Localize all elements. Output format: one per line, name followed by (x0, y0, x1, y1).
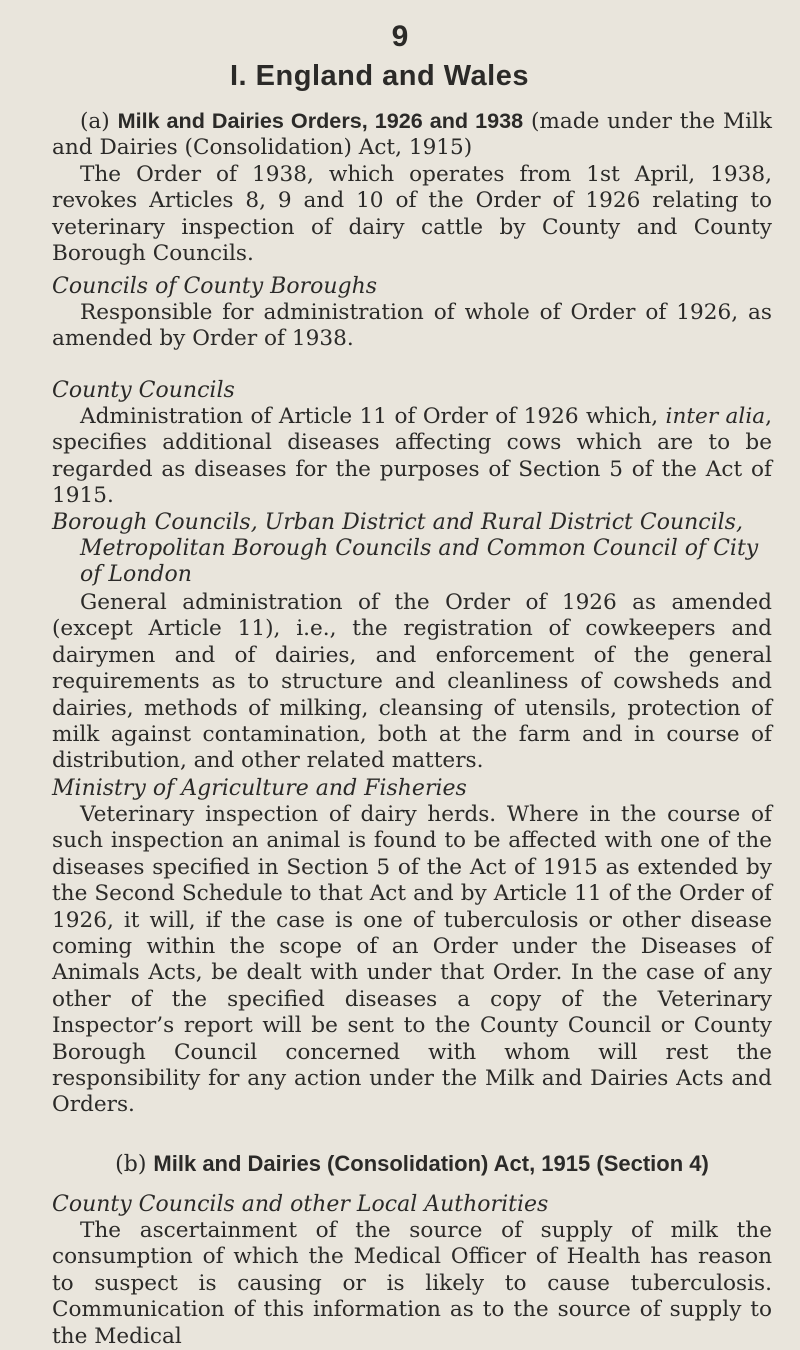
section-a-label: (a) (80, 109, 110, 134)
county-councils-body-post: , specifies additional diseases affecting cows which are to be regarded as diseases for the purposes of Section 5 of the Act of 1915. (52, 404, 772, 509)
ministry-heading: Ministry of Agriculture and Fisheries (52, 776, 467, 801)
section-b-label: (b) (115, 1152, 147, 1177)
county-councils-other-body: The ascertainment of the source of supply of milk the consumption of which the Medical Officer of Health has reason to suspect is causing or is likely to cause tuberculosis. Communication of this information as to the source of supply to the Medical (52, 1218, 772, 1349)
section-a-heading (52, 108, 772, 162)
section-a (52, 108, 772, 267)
county-councils-other-heading: County Councils and other Local Authorities (52, 1192, 549, 1217)
page-number: 9 (391, 20, 409, 53)
section-b-heading (52, 1150, 772, 1178)
borough-councils-heading: Borough Councils, Urban District and Rural District Councils, Metropolitan Borough Councils and Common Council of City of London (52, 510, 759, 587)
county-councils-heading: County Councils (52, 378, 235, 403)
section-b-title: Milk and Dairies (Consolidation) Act, 1915 (Section 4) (153, 1151, 709, 1176)
councils-county-boroughs (52, 274, 772, 353)
section-a-title: Milk and Dairies Orders, 1926 and 1938 (117, 108, 524, 133)
county-councils-body (52, 404, 772, 510)
borough-councils-body: General administration of the Order of 1926 as amended (except Article 11), i.e., the registration of cowkeepers and dairymen and of dairies, and enforcement of the general requirements as to structure and cleanliness of cowsheds and dairies, methods of milking, cleansing of utensils, protection of milk against contamination, both at the farm and in course of distribution, and other related matters. (52, 590, 772, 774)
councils-county-boroughs-heading: Councils of County Boroughs (52, 274, 378, 299)
section-a-subtitle: (made under the Milk and Dairies (Consolidation) Act, 1915) (52, 109, 772, 161)
county-councils (52, 378, 772, 510)
ministry (52, 776, 772, 1119)
borough-councils (52, 510, 772, 775)
section-a-body: The Order of 1938, which operates from 1st April, 1938, revokes Articles 8, 9 and 10 of the Order of 1926 relating to veterinary inspection of dairy cattle by County and County Borough Councils. (52, 161, 772, 267)
councils-county-boroughs-body: Responsible for administration of whole of Order of 1926, as amended by Order of 1938. (52, 300, 772, 352)
section-b (52, 1150, 772, 1178)
county-councils-body-italic: inter alia (665, 404, 766, 429)
county-councils-body-pre: Administration of Article 11 of Order of 1926 which, (80, 404, 666, 429)
main-heading: I. England and Wales (230, 60, 529, 92)
ministry-body: Veterinary inspection of dairy herds. Where in the course of such inspection an animal is found to be affected with one of the diseases specified in Section 5 of the Act of 1915 as extended by the Second Schedule to that Act and by Article 11 of the Order of 1926, it will, if the case is one of tuberculosis or other disease coming within the scope of an Order under the Diseases of Animals Acts, be dealt with under that Order. In the case of any other of the specified diseases a copy of the Veterinary Inspector’s report will be sent to the County Council or County Borough Council concerned with whom will rest the responsibility for any action under the Milk and Dairies Acts and Orders. (52, 802, 772, 1118)
county-councils-other (52, 1192, 772, 1350)
